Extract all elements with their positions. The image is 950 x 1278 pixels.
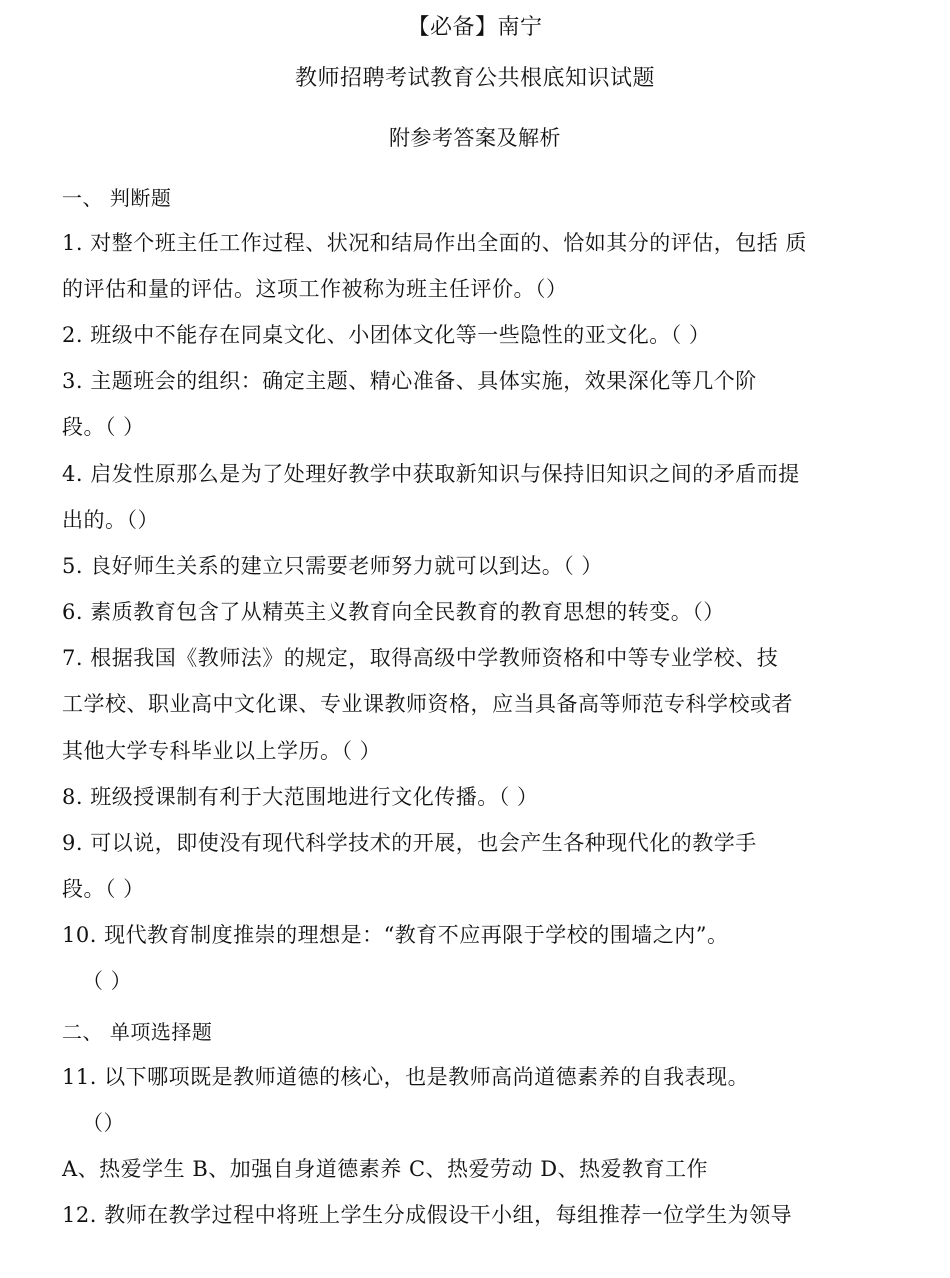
question-7-line-2: 工学校、职业高中文化课、专业课教师资格，应当具备高等师范专科学校或者 <box>62 692 793 716</box>
question-3-line-1: 3. 主题班会的组织：确定主题、精心准备、具体实施，效果深化等几个阶 <box>62 369 757 393</box>
question-10-line-1: 10. 现代教育制度推崇的理想是：“教育不应再限于学校的围墙之内”。 <box>62 923 729 947</box>
question-1-line-2: 的评估和量的评估。这项工作被称为班主任评价。（） <box>62 277 568 301</box>
question-10-answer-blank: （ ） <box>82 969 133 993</box>
question-9-line-2: 段。（ ） <box>62 877 145 901</box>
document-title-line3: 附参考答案及解析 <box>389 126 561 150</box>
document-title-line2: 教师招聘考试教育公共根底知识试题 <box>294 66 655 91</box>
question-8: 8. 班级授课制有利于大范围地进行文化传播。（ ） <box>62 785 539 809</box>
question-11-answer-blank: （） <box>82 1111 125 1135</box>
question-7-line-3: 其他大学专科毕业以上学历。（ ） <box>62 739 382 763</box>
question-2: 2. 班级中不能存在同桌文化、小团体文化等一些隐性的亚文化。（ ） <box>62 323 711 347</box>
section-heading-single-choice: 二、 单项选择题 <box>62 1020 213 1044</box>
question-4-line-1: 4. 启发性原那么是为了处理好教学中获取新知识与保持旧知识之间的矛盾而提 <box>62 462 800 486</box>
question-3-line-2: 段。（ ） <box>62 415 145 439</box>
question-7-line-1: 7. 根据我国《教师法》的规定，取得高级中学教师资格和中等专业学校、技 <box>62 646 779 670</box>
question-9-line-1: 9. 可以说，即使没有现代科学技术的开展，也会产生各种现代化的教学手 <box>62 831 757 855</box>
question-6: 6. 素质教育包含了从精英主义教育向全民教育的教育思想的转变。（） <box>62 600 725 624</box>
question-11-options: A、热爱学生 B、加强自身道德素养 C、热爱劳动 D、热爱教育工作 <box>62 1157 709 1181</box>
section-heading-judge: 一、 判断题 <box>62 186 172 210</box>
question-11-line-1: 11. 以下哪项既是教师道德的核心，也是教师高尚道德素养的自我表现。 <box>62 1065 750 1089</box>
document-title-line1: 【必备】南宁 <box>407 15 543 40</box>
question-5: 5. 良好师生关系的建立只需要老师努力就可以到达。（ ） <box>62 554 603 578</box>
question-1-line-1: 1. 对整个班主任工作过程、状况和结局作出全面的、恰如其分的评估，包括 质 <box>62 231 807 255</box>
question-12-line-1: 12. 教师在教学过程中将班上学生分成假设干小组，每组推荐一位学生为领导 <box>62 1203 793 1227</box>
question-4-line-2: 出的。（） <box>62 508 159 532</box>
